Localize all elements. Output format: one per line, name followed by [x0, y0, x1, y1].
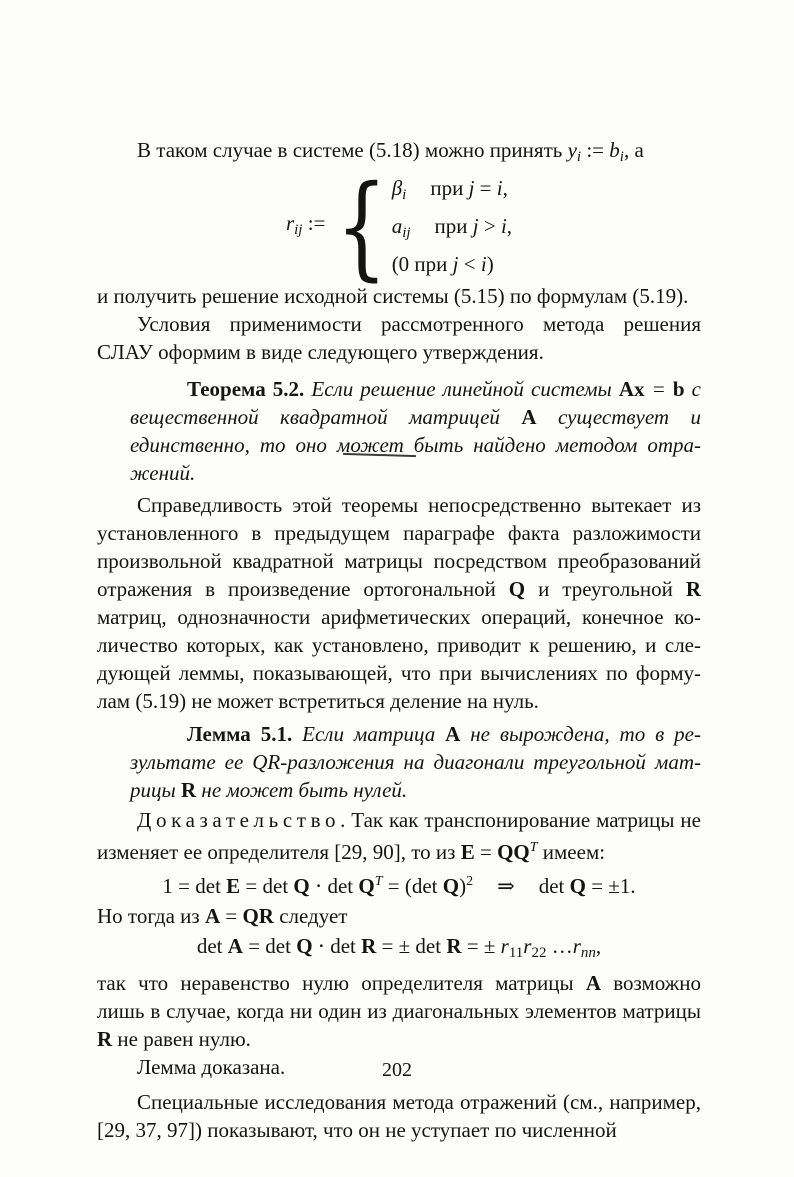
lemma-5-1	[130, 720, 701, 804]
text-segment: j	[472, 214, 479, 238]
text-segment: 11	[508, 945, 524, 961]
text-segment: не вырождена, то в результате ее QR-разложения на диагонали треугольной матрицы	[130, 722, 701, 802]
text-segment: ⋅ det	[312, 934, 362, 958]
text-segment: Q	[442, 874, 460, 898]
text-segment: ,	[506, 214, 513, 238]
text-segment: = (det	[382, 874, 443, 898]
text-segment: r	[285, 211, 295, 235]
text-segment: (0 при	[391, 252, 453, 276]
text-segment: E	[226, 874, 241, 898]
text-segment: Специальные исследования метода отражений (см., например, [29, 37, 97]) показывают, что он не уступает по численной	[97, 1090, 701, 1142]
text-segment: =	[474, 176, 497, 200]
text-segment: det	[196, 934, 228, 958]
text-segment: = det	[242, 934, 297, 958]
text-segment: R	[180, 778, 197, 802]
paragraph-intro	[97, 136, 701, 171]
text-segment: , а	[623, 138, 644, 162]
text-segment: . Так как транспонирование матрицы не изменяет ее определителя [29, 90], то из	[97, 808, 701, 864]
text-segment: следует	[273, 904, 348, 928]
text-segment: не может быть нулей.	[196, 778, 408, 802]
text-segment: y	[567, 138, 577, 162]
text-segment: j	[452, 252, 459, 276]
text-segment: при	[434, 214, 473, 238]
text-segment: = ±	[461, 934, 501, 958]
text-segment: Справедливость этой теоремы непосредственно вытекает из установленного в предыдущем параграфе факта разложимости произвольной квадратной матрицы посредством преобразований отражения в произведение ортогональной	[97, 493, 701, 601]
text-segment: = det	[240, 874, 294, 898]
paragraph-special-research	[97, 1088, 701, 1144]
theorem-5-2	[130, 375, 701, 487]
text-segment: QR	[242, 904, 274, 928]
paragraph-obtain-solution	[97, 282, 701, 310]
text-segment: r	[500, 934, 509, 958]
text-segment: R	[361, 934, 377, 958]
text-segment: b	[672, 377, 685, 401]
text-segment: не равен нулю.	[112, 1027, 251, 1051]
text-segment: так что неравенство нулю определителя матрицы	[97, 971, 586, 995]
text-segment: и треугольной	[525, 577, 686, 601]
text-segment: при	[430, 176, 469, 200]
text-segment: Q	[296, 934, 313, 958]
text-segment: b	[609, 138, 620, 162]
text-segment: ij	[402, 225, 411, 241]
text-segment: R	[97, 1027, 113, 1051]
text-segment: …	[546, 934, 573, 958]
cases-row	[392, 249, 512, 280]
page-content	[97, 136, 701, 1144]
text-segment: det	[538, 874, 570, 898]
text-segment: A	[227, 934, 243, 958]
text-segment: >	[478, 214, 501, 238]
text-segment: nn	[580, 945, 596, 961]
text-segment: )	[459, 874, 467, 898]
text-segment: 2	[466, 874, 474, 889]
text-segment: возможно лишь в случае, когда ни один из диагональных элементов матрицы	[97, 971, 701, 1023]
text-segment: Если матрица	[292, 722, 446, 746]
text-segment: ij	[294, 222, 303, 238]
text-segment: i	[500, 214, 507, 238]
text-segment: a	[391, 214, 403, 238]
text-segment: A	[585, 971, 601, 995]
text-segment: Теорема 5.2.	[187, 377, 305, 401]
text-segment: 22	[531, 945, 547, 961]
text-segment: Q	[569, 874, 586, 898]
page-number: 202	[382, 1059, 412, 1081]
formula-det-a	[97, 931, 701, 968]
text-segment: ⋅ det	[309, 874, 359, 898]
text-segment: Лемма 5.1.	[187, 722, 293, 746]
cases-row	[392, 211, 512, 249]
text-segment: Лемма доказана.	[137, 1055, 286, 1079]
text-segment: ⇒	[497, 874, 515, 898]
text-segment: Но тогда из	[97, 904, 205, 928]
text-segment: Q	[293, 874, 310, 898]
text-segment: i	[496, 176, 503, 200]
text-segment: A	[521, 405, 537, 429]
text-segment: β	[391, 176, 403, 200]
text-segment: ,	[502, 176, 508, 200]
text-segment: )	[486, 252, 494, 276]
text-segment: i	[576, 149, 582, 165]
text-segment: i	[619, 149, 624, 165]
text-segment: r	[572, 934, 581, 958]
paragraph-then-follows	[97, 902, 701, 930]
cases-row	[392, 173, 512, 211]
text-segment: = ± det	[376, 934, 447, 958]
paragraph-conditions	[97, 310, 701, 366]
text-segment: i	[402, 187, 407, 203]
text-segment: A	[204, 904, 221, 928]
text-segment: =	[474, 840, 498, 864]
text-segment: :=	[302, 211, 326, 235]
text-segment: =	[644, 377, 673, 401]
text-segment: Ax	[618, 377, 645, 401]
text-segment: Условия применимости рассмотренного метода решения СЛАУ оформим в виде следующего утверждения.	[97, 312, 701, 364]
text-segment: j	[468, 176, 475, 200]
text-segment: имеем:	[537, 840, 606, 864]
text-segment: R	[446, 934, 462, 958]
text-segment: Q	[358, 874, 375, 898]
cases-rows	[392, 173, 512, 280]
text-segment: с вещественной квадратной матрицей	[130, 377, 701, 429]
paragraph-proof	[97, 806, 701, 866]
left-brace: {	[336, 161, 388, 292]
text-segment: T	[529, 840, 538, 855]
formula-det-q	[97, 867, 701, 901]
text-segment: ,	[595, 934, 602, 958]
text-segment: <	[458, 252, 481, 276]
cases-lhs	[286, 209, 325, 244]
text-segment: A	[445, 722, 461, 746]
paragraph-nonzero-determinant	[97, 969, 701, 1053]
text-segment: Доказательство	[137, 808, 341, 832]
text-segment: =	[220, 904, 243, 928]
text-segment: 1 = det	[162, 874, 227, 898]
text-segment: T	[374, 874, 383, 889]
text-segment: E	[460, 840, 475, 864]
text-segment: Q	[508, 577, 526, 601]
text-segment: существует и единственно, то оно может быть найдено методом отражений.	[130, 405, 701, 485]
text-segment: = ±1.	[585, 874, 636, 898]
text-segment: матриц, однозначности арифметических операций, конечное количество которых, как установлено, приводит к решению, и следующей леммы, показывающей, что при вычислениях по формулам (5.19) не может встретиться деление на нуль.	[97, 605, 701, 713]
text-segment: QQ	[497, 840, 530, 864]
text-segment: R	[685, 577, 701, 601]
text-segment: r	[523, 934, 532, 958]
text-segment: i	[480, 252, 487, 276]
text-segment: В таком случае в системе (5.18) можно принять	[137, 138, 568, 162]
paragraph-validity	[97, 491, 701, 715]
text-segment: :=	[581, 138, 610, 162]
text-segment: и получить решение исходной системы (5.15) по формулам (5.19).	[97, 284, 689, 308]
formula-rij-cases	[97, 161, 701, 292]
text-segment: Если решение линейной системы	[304, 377, 619, 401]
